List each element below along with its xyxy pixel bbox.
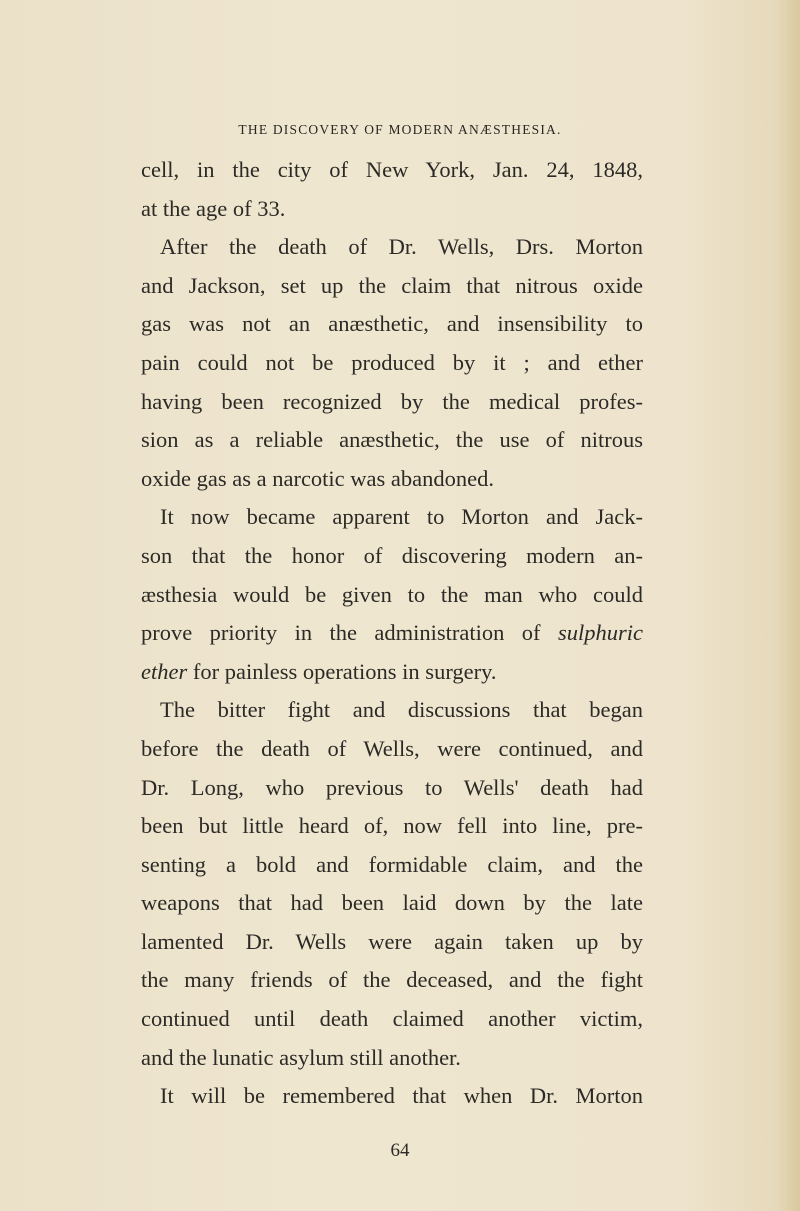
text-line: lamented Dr. Wells were again taken up by — [141, 928, 643, 954]
body-text — [141, 151, 643, 1116]
text-line — [141, 614, 643, 653]
text-line: pain could not be produced by it ; and ether — [141, 349, 643, 375]
running-head: THE DISCOVERY OF MODERN ANÆSTHESIA. — [238, 122, 562, 137]
text-line: been but little heard of, now fell into line, pre- — [141, 813, 643, 839]
page-number: 64 — [390, 1140, 410, 1161]
text-line: before the death of Wells, were continued, and — [141, 735, 643, 761]
text-line: and Jackson, set up the claim that nitrous oxide — [141, 272, 643, 298]
text-line — [141, 653, 643, 692]
text-line: Dr. Long, who previous to Wells' death had — [141, 774, 643, 800]
text-line: oxide gas as a narcotic was abandoned. — [141, 465, 494, 491]
text-line: After the death of Dr. Wells, Drs. Morton — [160, 234, 643, 260]
text-line: gas was not an anæsthetic, and insensibility to — [141, 311, 643, 337]
text-line: æsthesia would be given to the man who could — [141, 581, 643, 607]
text-line: The bitter fight and discussions that began — [160, 697, 643, 723]
text-line: cell, in the city of New York, Jan. 24, 1848, — [141, 157, 643, 182]
text-run: prove priority in the administration of — [141, 620, 558, 646]
text-line: son that the honor of discovering modern an- — [141, 542, 643, 568]
text-line: and the lunatic asylum still another. — [141, 1044, 461, 1070]
text-line: the many friends of the deceased, and the fight — [141, 967, 643, 993]
text-line: It will be remembered that when Dr. Morton — [160, 1083, 643, 1109]
text-run: for painless operations in surgery. — [187, 658, 497, 684]
text-line: It now became apparent to Morton and Jack- — [160, 504, 643, 530]
text-line: having been recognized by the medical profes- — [141, 388, 643, 414]
text-line: sion as a reliable anæsthetic, the use of nitrous — [141, 427, 643, 453]
text-line: at the age of 33. — [141, 195, 286, 221]
text-line: senting a bold and formidable claim, and the — [141, 851, 643, 877]
text-line: weapons that had been laid down by the late — [141, 890, 643, 916]
italic-text: sulphuric — [557, 620, 643, 646]
text-line: continued until death claimed another victim, — [141, 1006, 643, 1032]
italic-text: ether — [141, 658, 188, 684]
